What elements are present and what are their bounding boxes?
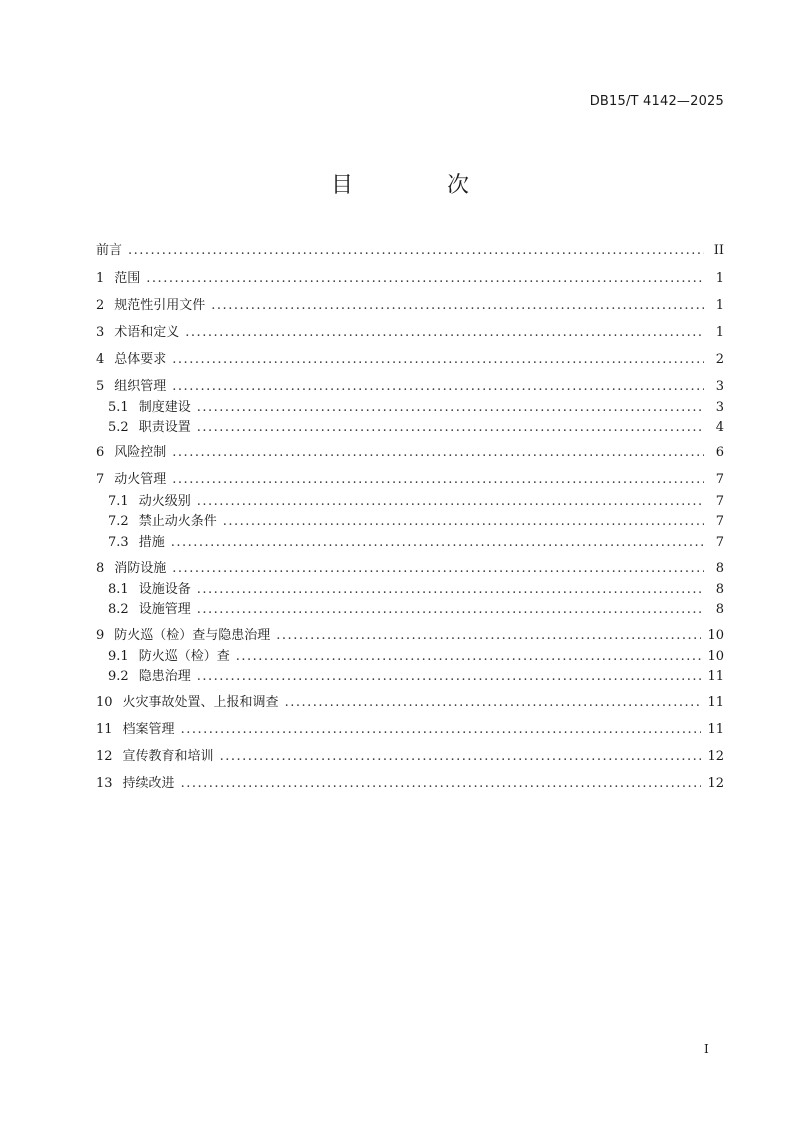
toc-entry-label: 总体要求 xyxy=(114,352,167,367)
toc-entry-number: 4 xyxy=(96,352,105,367)
toc-leader xyxy=(276,627,701,645)
toc-entry-label: 宣传教育和培训 xyxy=(122,749,214,764)
toc-entry-page: 8 xyxy=(715,602,724,617)
toc-entry-label: 档案管理 xyxy=(122,722,175,737)
toc-entry-label: 隐患治理 xyxy=(138,669,191,684)
toc-entry-8-2[interactable] xyxy=(108,601,724,619)
toc-entry-9-1[interactable] xyxy=(108,648,724,666)
toc-leader xyxy=(172,471,704,489)
toc-entry-page: 11 xyxy=(707,695,724,710)
toc-entry-label: 设施管理 xyxy=(138,602,191,617)
toc-entry-number: 8 xyxy=(96,561,105,576)
toc-entry-page: 12 xyxy=(707,776,724,791)
toc-leader xyxy=(197,399,704,417)
toc-entry-page: 1 xyxy=(715,325,724,340)
toc-entry-7[interactable] xyxy=(96,471,724,489)
toc-entry-number: 3 xyxy=(96,325,105,340)
toc-entry-5-2[interactable] xyxy=(108,419,724,437)
toc-entry-number: 9 xyxy=(96,628,105,643)
toc-entry-page: 12 xyxy=(707,749,724,764)
toc-entry-page: 10 xyxy=(707,649,724,664)
toc-entry-5[interactable] xyxy=(96,378,724,396)
toc-entry-number: 2 xyxy=(96,298,105,313)
toc-entry-8[interactable] xyxy=(96,560,724,578)
toc-entry-page: 7 xyxy=(715,494,724,509)
toc-entry-number: 7.2 xyxy=(108,514,129,529)
toc-entry-9-2[interactable] xyxy=(108,668,724,686)
toc-entry-7-3[interactable] xyxy=(108,534,724,552)
toc-entry-page: 11 xyxy=(707,722,724,737)
toc-leader xyxy=(197,601,704,619)
toc-entry-number: 8.1 xyxy=(108,582,129,597)
toc-entry-4[interactable] xyxy=(96,351,724,369)
toc-leader xyxy=(197,419,704,437)
toc-entry-number: 7.1 xyxy=(108,494,129,509)
toc-leader xyxy=(185,324,704,342)
toc-entry-page: 7 xyxy=(715,472,724,487)
toc-entry-13[interactable] xyxy=(96,775,724,793)
toc-entry-12[interactable] xyxy=(96,748,724,766)
toc-entry-number: 11 xyxy=(96,722,113,737)
toc-entry-2[interactable] xyxy=(96,297,724,315)
toc-entry-label: 动火管理 xyxy=(114,472,167,487)
toc-entry-number: 5.1 xyxy=(108,400,129,415)
toc-entry-number: 9.2 xyxy=(108,669,129,684)
toc-entry-9[interactable] xyxy=(96,627,724,645)
toc-entry-number: 9.1 xyxy=(108,649,129,664)
toc-entry-number: 8.2 xyxy=(108,602,129,617)
toc-entry-11[interactable] xyxy=(96,721,724,739)
toc-entry-7-2[interactable] xyxy=(108,513,724,531)
toc-leader xyxy=(172,351,704,369)
toc-entry-page: 1 xyxy=(715,298,724,313)
toc-entry-10[interactable] xyxy=(96,694,724,712)
toc-leader xyxy=(171,534,704,552)
toc-entry-page: 7 xyxy=(715,535,724,550)
toc-entry-page: 8 xyxy=(715,561,724,576)
toc-entry-label: 动火级别 xyxy=(138,494,191,509)
toc-entry-number: 10 xyxy=(96,695,113,710)
toc-entry-page: 4 xyxy=(715,420,724,435)
page-title: 目 次 xyxy=(330,173,505,198)
toc-entry-page: 11 xyxy=(707,669,724,684)
toc-leader xyxy=(172,444,704,462)
toc-entry-label: 防火巡（检）查 xyxy=(138,649,230,664)
toc-leader xyxy=(181,721,702,739)
toc-entry-page: 2 xyxy=(715,352,724,367)
toc-entry-label: 持续改进 xyxy=(122,776,175,791)
toc-entry-8-1[interactable] xyxy=(108,581,724,599)
toc-entry-7-1[interactable] xyxy=(108,493,724,511)
toc-entry-label: 组织管理 xyxy=(114,379,167,394)
toc-entry-number: 13 xyxy=(96,776,113,791)
toc-entry-label: 风险控制 xyxy=(114,445,167,460)
page-number: I xyxy=(704,1042,709,1056)
toc-leader xyxy=(285,694,702,712)
toc-entry-label: 防火巡（检）查与隐患治理 xyxy=(114,628,271,643)
toc-entry-page: 7 xyxy=(715,514,724,529)
toc-leader xyxy=(197,581,704,599)
toc-leader xyxy=(223,513,704,531)
toc-leader xyxy=(172,560,704,578)
toc-entry-page: II xyxy=(713,243,724,258)
toc-entry-5-1[interactable] xyxy=(108,399,724,417)
toc-entry-6[interactable] xyxy=(96,444,724,462)
toc-entry-label: 前言 xyxy=(96,243,123,258)
toc-leader xyxy=(211,297,704,315)
toc-entry-label: 制度建设 xyxy=(138,400,191,415)
document-code: DB15/T 4142—2025 xyxy=(589,94,724,109)
toc-leader xyxy=(172,378,704,396)
toc-entry-number: 7.3 xyxy=(108,535,129,550)
toc-entry-3[interactable] xyxy=(96,324,724,342)
toc-entry-page: 1 xyxy=(715,271,724,286)
toc-entry-label: 消防设施 xyxy=(114,561,167,576)
toc-entry-number: 6 xyxy=(96,445,105,460)
toc-entry-label: 设施设备 xyxy=(138,582,191,597)
toc-leader xyxy=(197,493,704,511)
toc-entry-page: 10 xyxy=(707,628,724,643)
toc-entry-label: 职责设置 xyxy=(138,420,191,435)
toc-leader xyxy=(236,648,702,666)
toc-entry-label: 规范性引用文件 xyxy=(114,298,206,313)
toc-leader xyxy=(181,775,702,793)
toc-entry-number: 1 xyxy=(96,271,105,286)
toc-entry-page: 6 xyxy=(715,445,724,460)
toc-entry-number: 5.2 xyxy=(108,420,129,435)
toc-entry-label: 范围 xyxy=(114,271,141,286)
toc-entry-number: 7 xyxy=(96,472,105,487)
toc-entry-page: 8 xyxy=(715,582,724,597)
toc-entry-page: 3 xyxy=(715,400,724,415)
toc-entry-foreword[interactable] xyxy=(96,242,724,260)
toc-entry-number: 12 xyxy=(96,749,113,764)
toc-entry-label: 火灾事故处置、上报和调查 xyxy=(122,695,279,710)
toc-entry-page: 3 xyxy=(715,379,724,394)
toc-leader xyxy=(197,668,702,686)
toc-leader xyxy=(220,748,702,766)
toc-entry-label: 措施 xyxy=(138,535,165,550)
toc-entry-1[interactable] xyxy=(96,270,724,288)
toc-entry-number: 5 xyxy=(96,379,105,394)
toc-leader xyxy=(146,270,704,288)
toc-entry-label: 术语和定义 xyxy=(114,325,180,340)
toc-leader xyxy=(128,242,704,260)
toc-entry-label: 禁止动火条件 xyxy=(138,514,217,529)
